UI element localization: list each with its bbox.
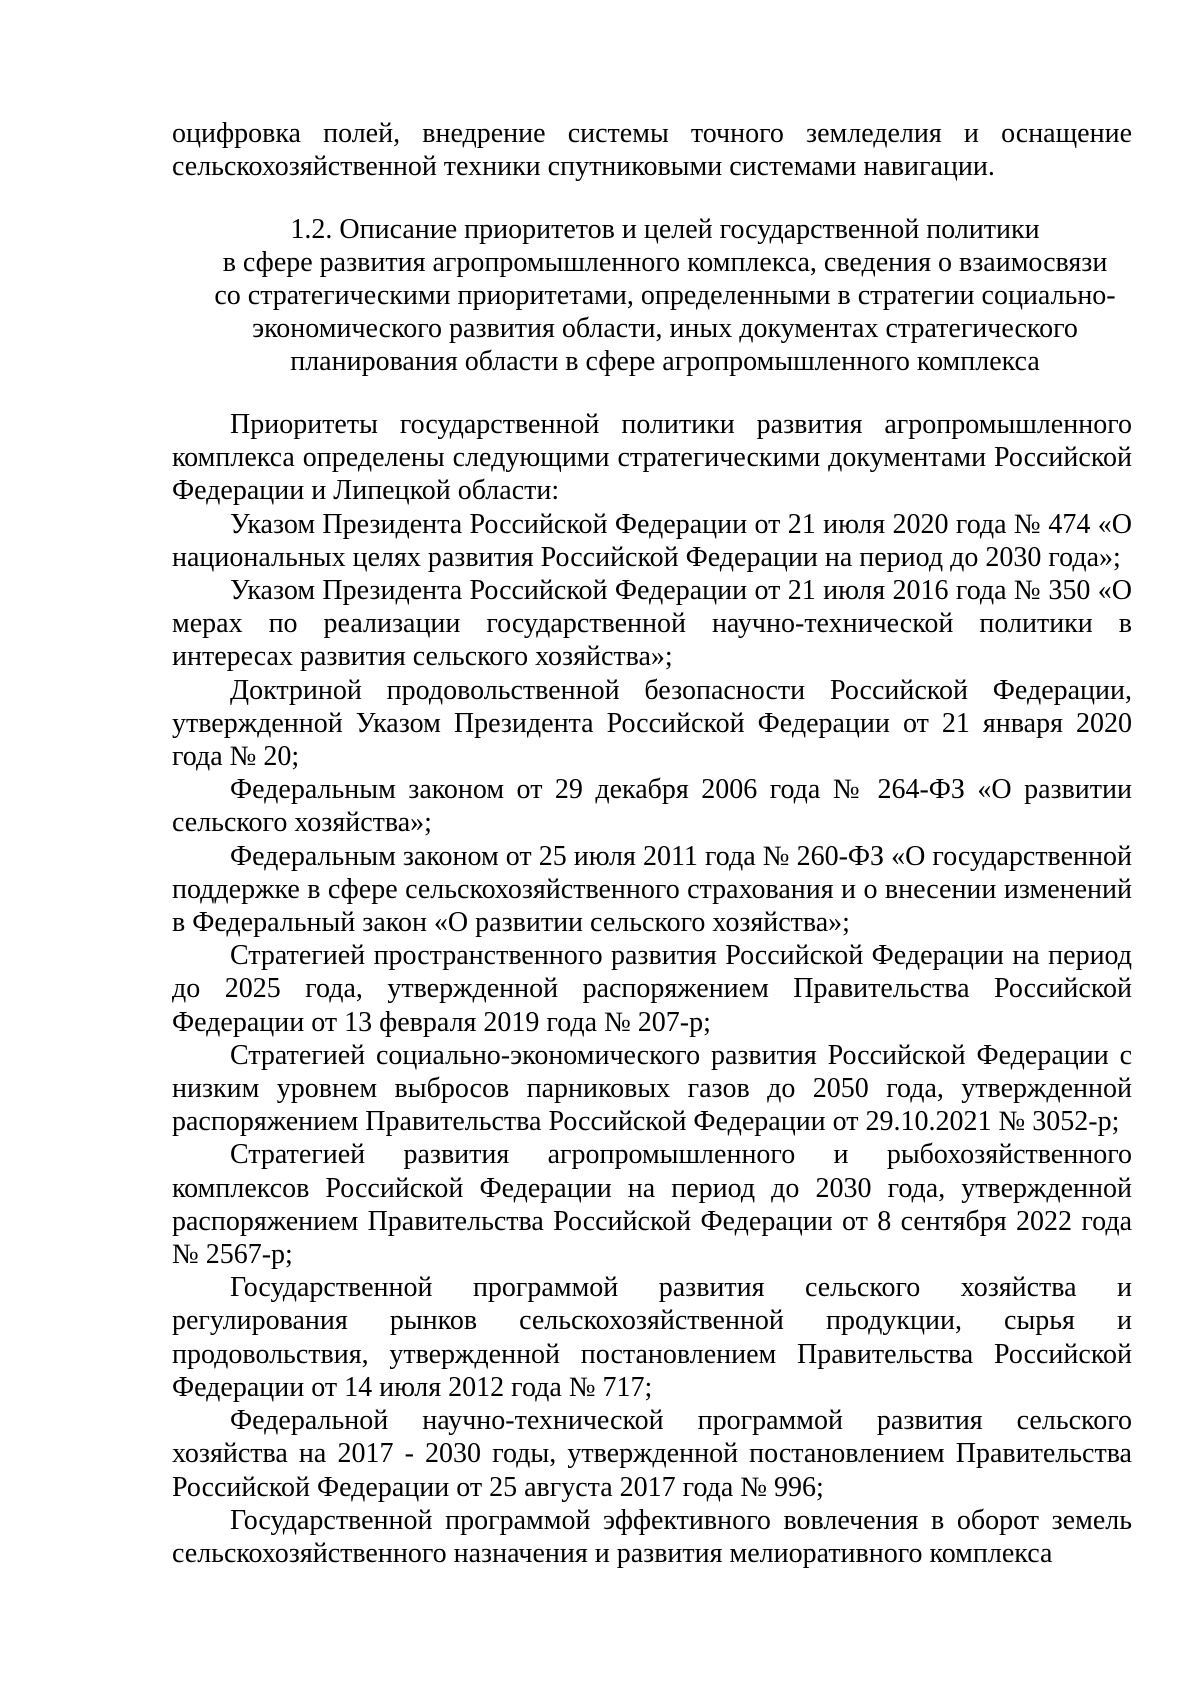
list-item: Стратегией развития агропромышленного и рыбохозяйственного комплексов Российской Федерации на период до 2030 года, утвержденной распоряжением Правительства Российской Федерации от 8 сентября 2022 года № 2567-р; — [172, 1139, 1132, 1271]
list-item: Указом Президента Российской Федерации от 21 июля 2016 года № 350 «О мерах по реализации государственной научно-технической политики в интересах развития сельского хозяйства»; — [172, 575, 1132, 673]
priority-documents-list — [172, 408, 1132, 1570]
list-item: Доктриной продовольственной безопасности Российской Федерации, утвержденной Указом Президента Российской Федерации от 21 января 2020 года № 20; — [172, 674, 1132, 773]
lead-paragraph: оцифровка полей, внедрение системы точного земледелия и оснащение сельскохозяйственной техники спутниковыми системами навигации. — [172, 118, 1132, 183]
section-heading-line: со стратегическими приоритетами, определенными в стратегии социально- — [214, 280, 1116, 311]
list-item: Федеральной научно-технической программой развития сельского хозяйства на 2017 - 2030 годы, утвержденной постановлением Правительства Российской Федерации от 25 августа 2017 года № 996; — [172, 1405, 1132, 1503]
list-item: Федеральным законом от 25 июля 2011 года № 260-ФЗ «О государственной поддержке в сфере сельскохозяйственного страхования и о внесении изменений в Федеральный закон «О развитии сельского хозяйства»; — [172, 840, 1132, 939]
intro-paragraph: Приоритеты государственной политики развития агропромышленного комплекса определены следующими стратегическими документами Российской Федерации и Липецкой области: — [172, 409, 1132, 507]
list-item: Федеральным законом от 29 декабря 2006 года № 264-ФЗ «О развитии сельского хозяйства»; — [172, 774, 1132, 839]
list-item: Стратегией пространственного развития Российской Федерации на период до 2025 года, утвержденной распоряжением Правительства Российской Федерации от 13 февраля 2019 года № 207-р; — [172, 940, 1132, 1038]
list-item: Государственной программой эффективного вовлечения в оборот земель сельскохозяйственного назначения и развития мелиоративного комплекса — [172, 1504, 1132, 1569]
list-item: Стратегией социально-экономического развития Российской Федерации с низким уровнем выбросов парниковых газов до 2050 года, утвержденной распоряжением Правительства Российской Федерации от 29.10.2021 № 3052-р; — [172, 1039, 1132, 1138]
section-heading-line: в сфере развития агропромышленного комплекса, сведения о взаимосвязи — [222, 247, 1108, 278]
section-heading-line: планирования области в сфере агропромышленного комплекса — [290, 346, 1040, 377]
section-heading-line: экономического развития области, иных документах стратегического — [252, 313, 1078, 344]
list-item: Указом Президента Российской Федерации от 21 июля 2020 года № 474 «О национальных целях развития Российской Федерации на период до 2030 года»; — [172, 508, 1132, 573]
section-heading-line: 1.2. Описание приоритетов и целей государственной политики — [290, 214, 1040, 245]
list-item: Государственной программой развития сельского хозяйства и регулирования рынков сельскохозяйственной продукции, сырья и продовольствия, утвержденной постановлением Правительства Российской Федерации от 14 июля 2012 года № 717; — [172, 1272, 1132, 1403]
section-heading — [200, 213, 1130, 378]
